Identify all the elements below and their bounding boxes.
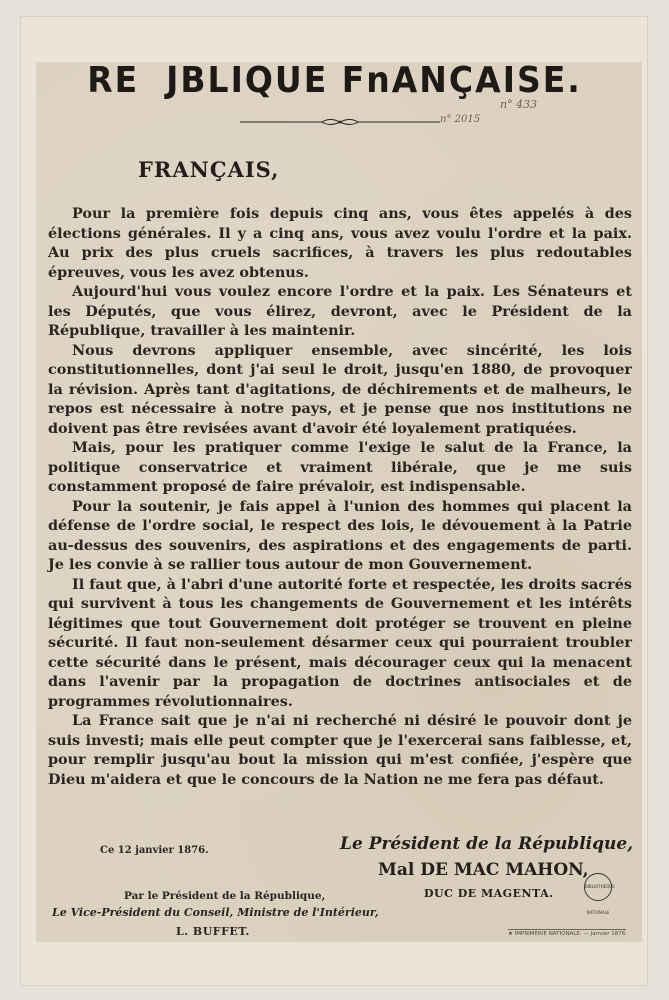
paragraph-7: La France sait que je n'ai ni recherché ni désiré le pouvoir dont je suis investi; mais elle peut compter que je l'exercerai sans faiblesse, et, pour remplir jusqu'au bout la mission qui m'est confiée, j'espère que Dieu m'aidera et que le concours de la Nation ne me fera pas défaut.: [48, 712, 632, 788]
paragraph-1: Pour la première fois depuis cinq ans, vous êtes appelés à des élections générales. Il y a cinq ans, vous avez voulu l'ordre et la paix. Au prix des plus cruels sacrifices, à travers les plus redoutables épreuves, vous les avez obtenus.: [48, 205, 632, 281]
ornament-rule: [240, 117, 440, 127]
paragraph-2: Aujourd'hui vous voulez encore l'ordre et la paix. Les Sénateurs et les Députés, que vous élirez, devront, avec le Président de la République, travailler à les maintenir.: [48, 283, 632, 339]
printer-imprint: ★ IMPRIMERIE NATIONALE. — Janvier 1876.: [508, 931, 628, 937]
date-line: Ce 12 janvier 1876.: [100, 845, 209, 856]
manuscript-note-side: n° 2015: [440, 114, 481, 125]
library-stamp: BIBLIOTHÈQUE NATIONALE: [584, 873, 612, 901]
paragraph-3: Nous devrons appliquer ensemble, avec sincérité, les lois constitutionnelles, dont j'ai seul le droit, jusqu'en 1880, de provoquer la révision. Après tant d'agitations, de déchirements et de malheurs, le repos est nécessaire à notre pays, et je pense que nos institutions ne doivent pas être revisées avant d'avoir été loyalement pratiquées.: [48, 341, 632, 437]
manuscript-note-top: n° 433: [500, 98, 538, 111]
signature-name: Mal DE MAC MAHON,: [378, 860, 589, 880]
countersign-intro: Par le Président de la République,: [124, 890, 326, 902]
paragraph-5: Pour la soutenir, je fais appel à l'union des hommes qui placent la défense de l'ordre social, le respect des lois, le dévouement à la Patrie au-dessus des souvenirs, des aspirations et des engagements de parti. Je les convie à se rallier tous autour de mon Gouvernement.: [48, 497, 632, 573]
countersign-role: Le Vice-Président du Conseil, Ministre de l'Intérieur,: [52, 906, 379, 919]
paragraph-4: Mais, pour les pratiquer comme l'exige le salut de la France, la politique conservatrice et vraiment libérale, que je me suis constamment proposé de faire prévaloir, est indispensable.: [48, 439, 632, 495]
poster-header: RE JBLIQUE FnANÇAISE.: [87, 58, 582, 101]
greeting: FRANÇAIS,: [138, 157, 280, 182]
signature-title: Le Président de la République,: [340, 834, 634, 854]
paragraph-6: Il faut que, à l'abri d'une autorité forte et respectée, les droits sacrés qui survivent à tous les changements de Gouvernement et les intérêts légitimes que tout Gouvernement doit protéger se trouvent en pleine sécurité. Il faut non-seulement désarmer ceux qui pourraient troubler cette sécurité dans le présent, mais décourager ceux qui la menacent dans l'avenir par la propagation de doctrines antisociales et de programmes révolutionnaires.: [48, 575, 632, 710]
proclamation-body: [48, 204, 632, 789]
signature-duke: DUC DE MAGENTA.: [424, 887, 554, 900]
countersign-name: L. BUFFET.: [176, 925, 250, 938]
